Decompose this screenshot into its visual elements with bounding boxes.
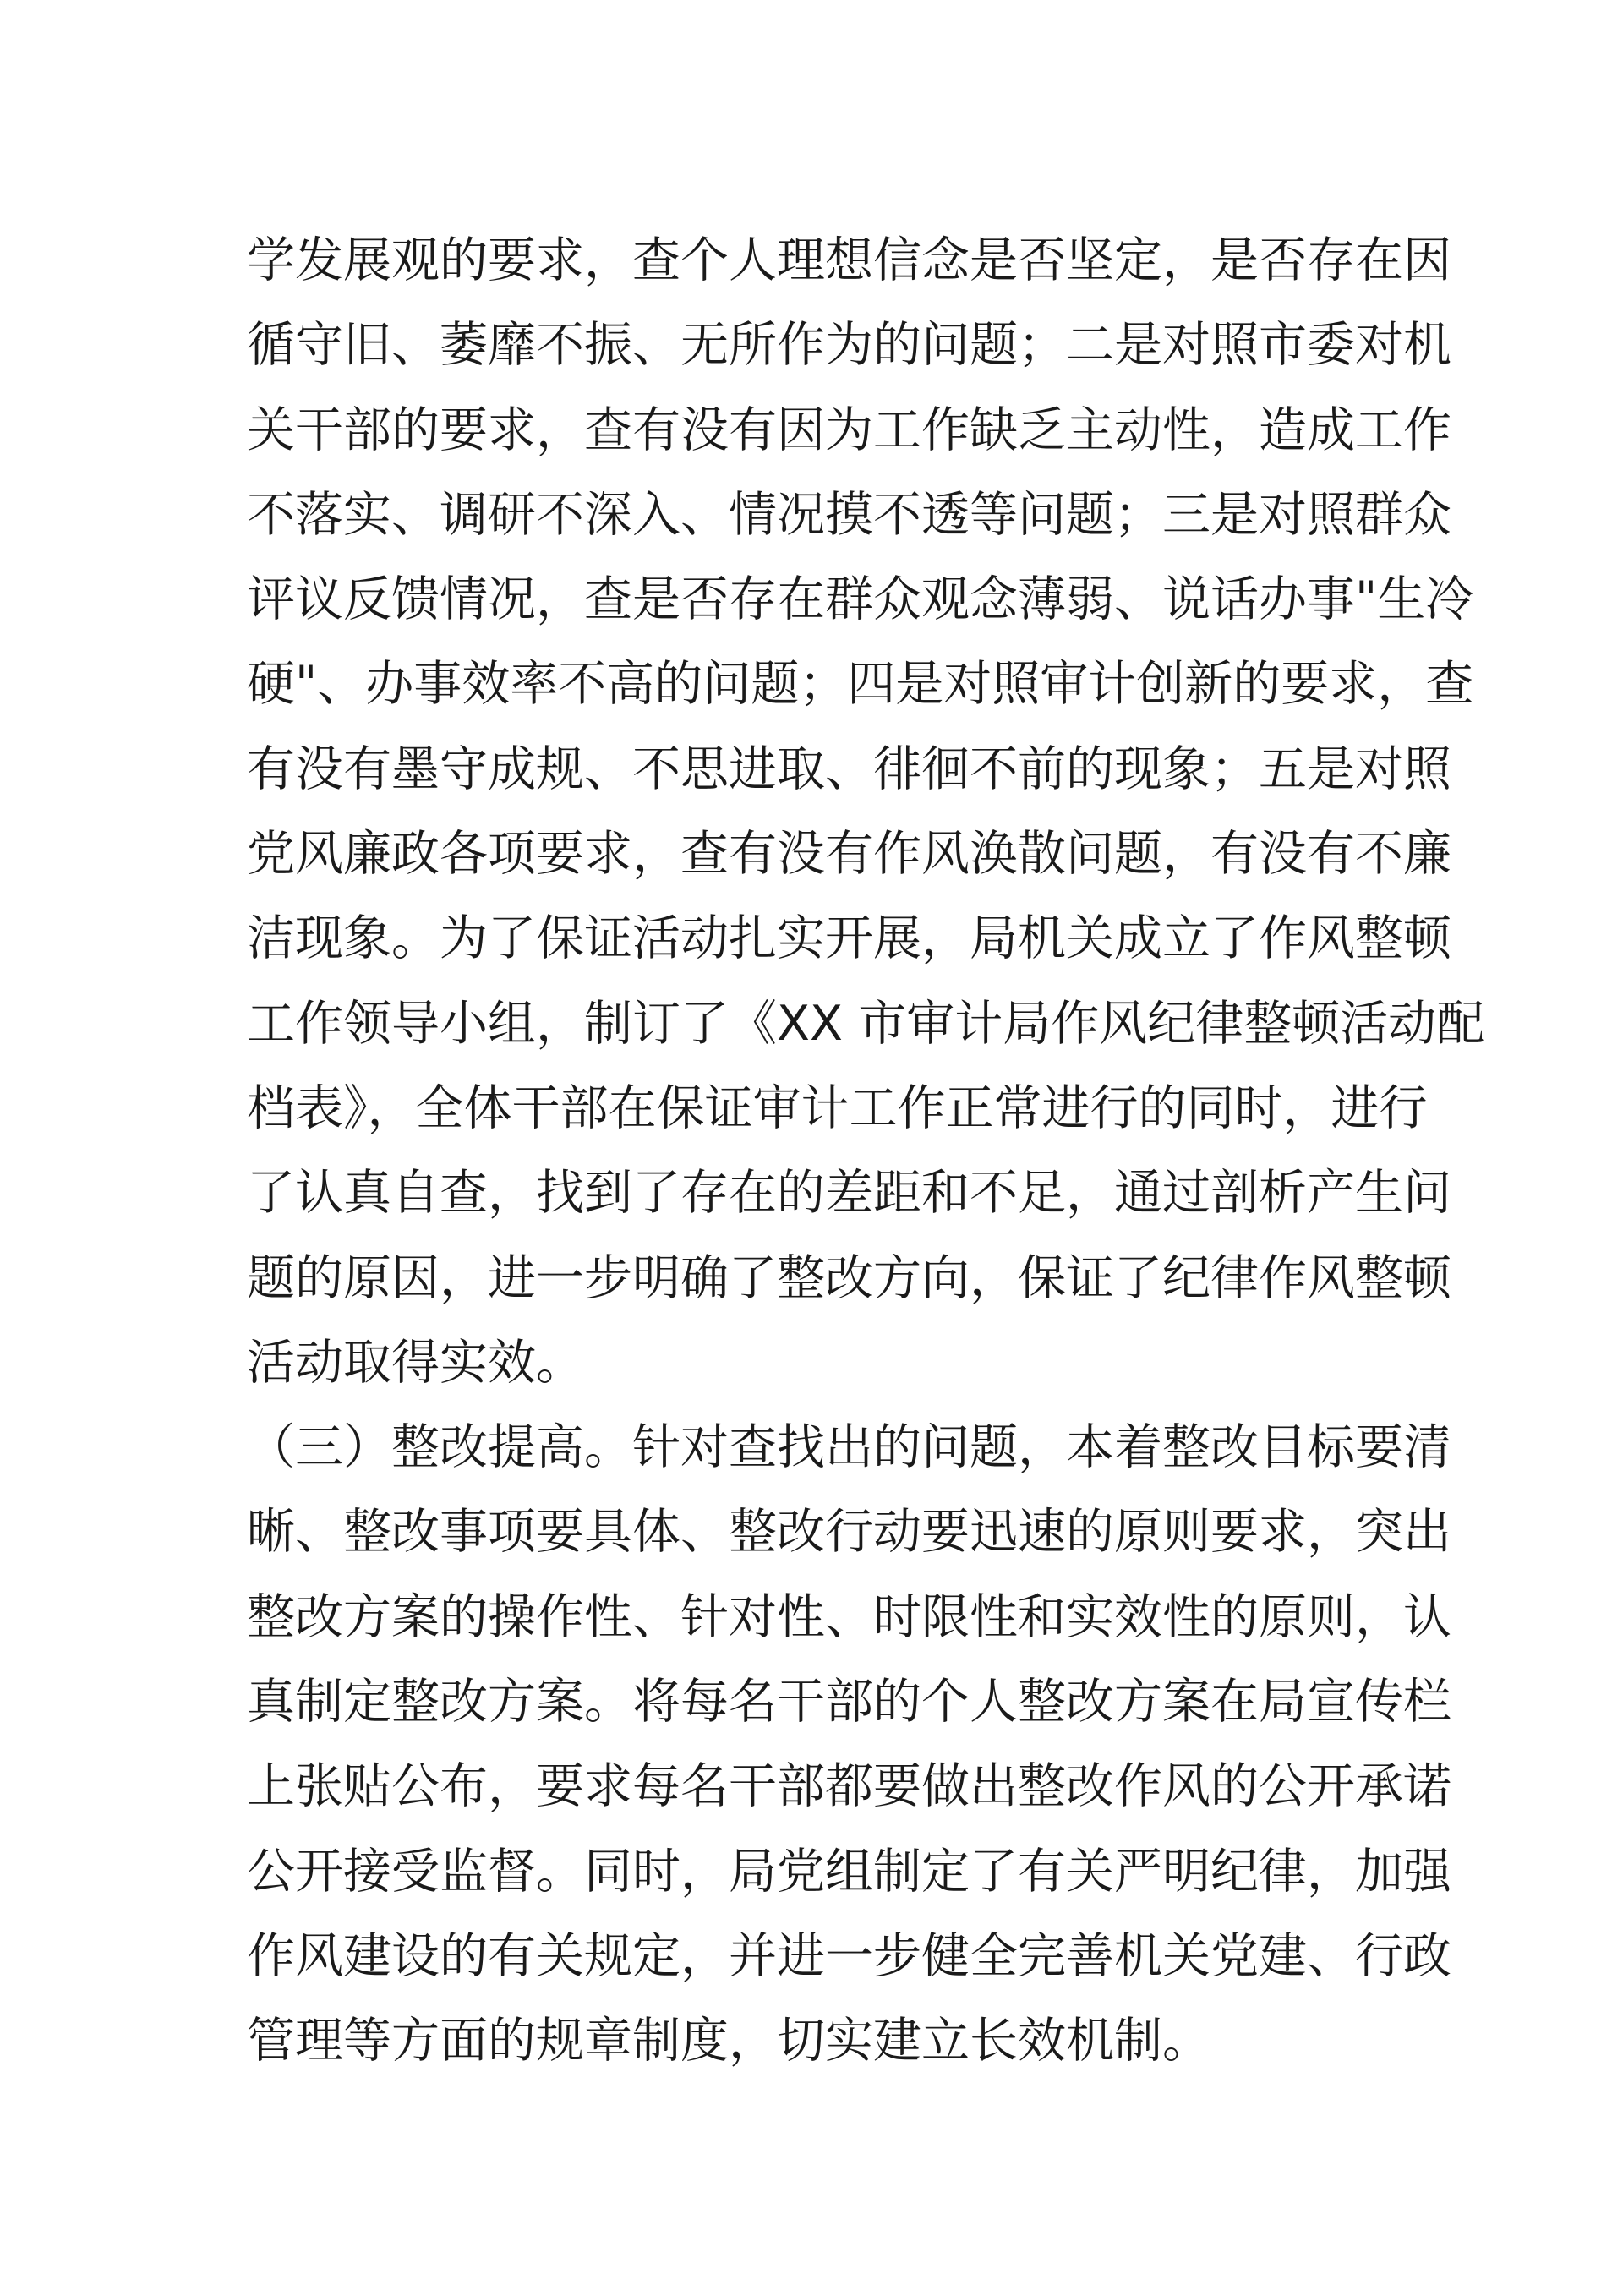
text-line: 硬"、办事效率不高的问题；四是对照审计创新的要求，查 (247, 656, 1474, 713)
paragraph-inspection (247, 218, 1485, 1405)
text-line: 关干部的要求，查有没有因为工作缺乏主动性，造成工作 (247, 402, 1451, 458)
body-text (247, 218, 1485, 2084)
text-line: 不落实、调研不深入、情况摸不透等问题；三是对照群众 (247, 486, 1451, 543)
text-line: 真制定整改方案。将每名干部的个人整改方案在局宣传栏 (247, 1674, 1451, 1730)
text-line: 工作领导小组，制订了《XX 市审计局作风纪律整顿活动配 (247, 995, 1485, 1052)
text-line: 循守旧、萎靡不振、无所作为的问题；二是对照市委对机 (247, 317, 1451, 374)
text-line: 活动取得实效。 (247, 1334, 584, 1391)
text-line: 晰、整改事项要具体、整改行动要迅速的原则要求，突出 (247, 1504, 1451, 1561)
text-line: 了认真自查，找到了存在的差距和不足，通过剖析产生问 (247, 1165, 1451, 1222)
text-line: 有没有墨守成规、不思进取、徘徊不前的现象；五是对照 (247, 741, 1451, 797)
text-line: 整改方案的操作性、针对性、时限性和实效性的原则，认 (247, 1588, 1451, 1645)
text-line: 作风建设的有关规定，并进一步健全完善机关党建、行政 (247, 1927, 1451, 1984)
text-line: （三）整改提高。针对查找出的问题，本着整改目标要清 (247, 1419, 1451, 1476)
text-line: 学发展观的要求，查个人理想信念是否坚定，是否存在因 (247, 232, 1451, 288)
text-line: 档表》，全体干部在保证审计工作正常进行的同时，进行 (247, 1080, 1428, 1136)
text-line: 管理等方面的规章制度，切实建立长效机制。 (247, 2013, 1210, 2069)
text-line: 公开接受监督。同时，局党组制定了有关严明纪律，加强 (247, 1843, 1451, 1900)
text-line: 洁现象。为了保证活动扎实开展，局机关成立了作风整顿 (247, 910, 1451, 967)
text-line: 题的原因，进一步明确了整改方向，保证了纪律作风整顿 (247, 1249, 1451, 1306)
text-line: 评议反馈情况，查是否存在群众观念薄弱、说话办事"生冷 (247, 571, 1474, 628)
text-line: 党风廉政各项要求，查有没有作风涣散问题，有没有不廉 (247, 826, 1451, 883)
text-line: 上张贴公布，要求每名干部都要做出整改作风的公开承诺 (247, 1758, 1451, 1815)
paragraph-rectification (247, 1405, 1451, 2083)
